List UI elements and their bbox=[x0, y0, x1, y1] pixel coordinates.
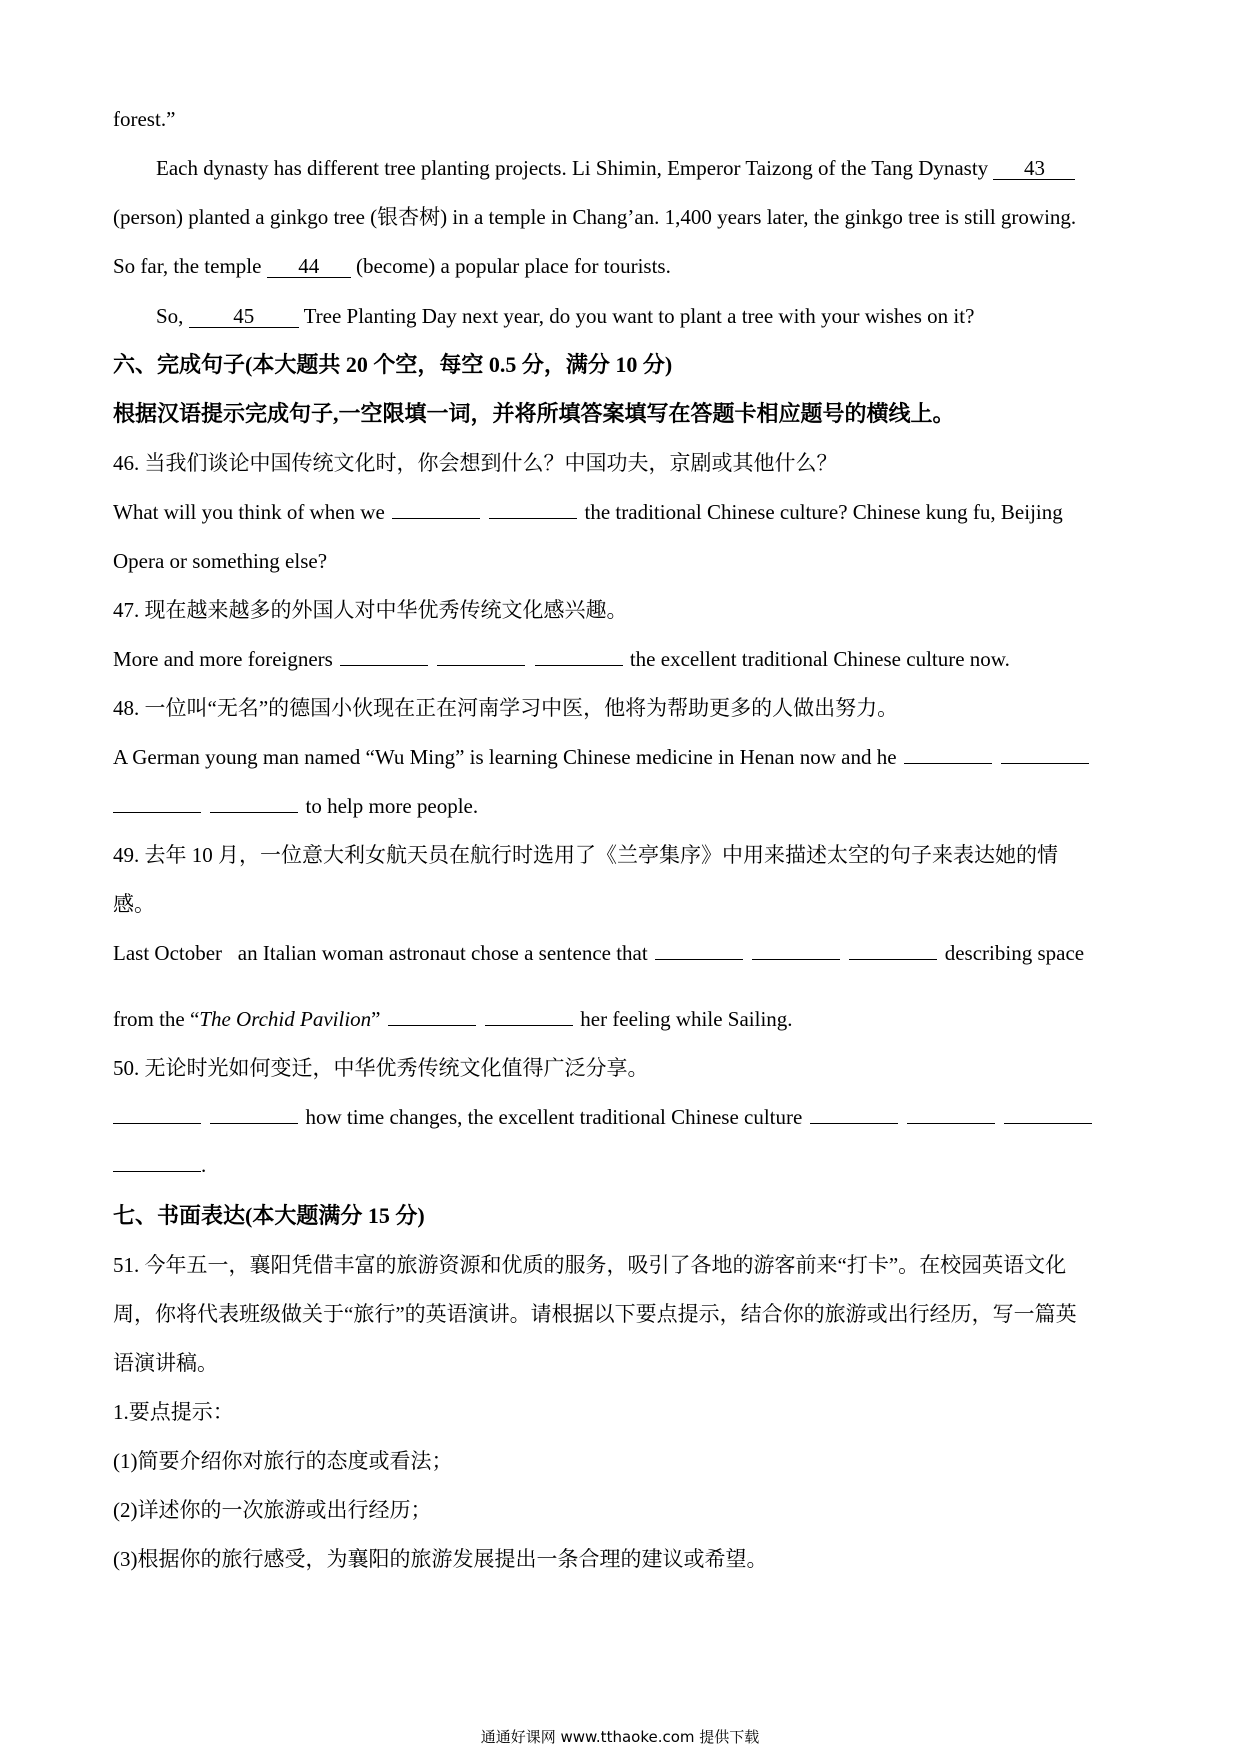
q47-blank-1[interactable] bbox=[340, 645, 428, 666]
q51-line-1: 51. 今年五一，襄阳凭借丰富的旅游资源和优质的服务，吸引了各地的游客前来“打卡”。在校园英语文化 bbox=[113, 1253, 1067, 1277]
answer-blank-44[interactable]: 44 bbox=[267, 255, 351, 278]
q50-end: . bbox=[201, 1153, 207, 1177]
answer-blank-45[interactable]: 45 bbox=[189, 305, 299, 328]
passage-paragraph-1-line-3 bbox=[113, 251, 1130, 281]
tips-title: 1.要点提示： bbox=[113, 1400, 234, 1424]
passage-text: (become) a popular place for tourists. bbox=[355, 254, 671, 278]
q48-english-line-1 bbox=[113, 742, 1130, 772]
q50-blank-6[interactable] bbox=[113, 1151, 201, 1172]
q46-blank-2[interactable] bbox=[489, 498, 577, 519]
q49-blank-1[interactable] bbox=[655, 939, 743, 960]
passage-paragraph-1-line-2: (person) planted a ginkgo tree (银杏树) in a temple in Chang’an. 1,400 years later, the ginkgo tree is still growing. bbox=[113, 205, 1077, 229]
q49-english-line-2 bbox=[113, 1004, 1130, 1034]
tip-2: (2)详述你的一次旅游或出行经历； bbox=[113, 1498, 432, 1522]
passage-text: Each dynasty has different tree planting projects. Li Shimin, Emperor Taizong of the Tang Dynasty bbox=[156, 156, 989, 180]
q46-text: What will you think of when we bbox=[113, 500, 385, 524]
q46-chinese: 46. 当我们谈论中国传统文化时，你会想到什么？中国功夫，京剧或其他什么？ bbox=[113, 451, 838, 475]
passage-paragraph-2 bbox=[156, 301, 1130, 331]
q48-text: to help more people. bbox=[305, 794, 479, 818]
section-7-heading: 七、书面表达(本大题满分 15 分) bbox=[113, 1203, 425, 1228]
q47-text: the excellent traditional Chinese culture now. bbox=[629, 647, 1010, 671]
q49-blank-5[interactable] bbox=[485, 1005, 573, 1026]
q49-title-italic: The Orchid Pavilion bbox=[199, 1007, 372, 1031]
q49-text: from the “ bbox=[113, 1007, 200, 1031]
q50-blank-3[interactable] bbox=[810, 1103, 898, 1124]
tip-1: (1)简要介绍你对旅行的态度或看法； bbox=[113, 1449, 453, 1473]
q49-english-line-1 bbox=[113, 938, 1130, 968]
q49-chinese-line-2: 感。 bbox=[113, 892, 155, 916]
q49-blank-2[interactable] bbox=[752, 939, 840, 960]
q50-blank-5[interactable] bbox=[1004, 1103, 1092, 1124]
passage-text: Tree Planting Day next year, do you want to plant a tree with your wishes on it? bbox=[303, 304, 975, 328]
q48-blank-4[interactable] bbox=[210, 792, 298, 813]
section-6-heading: 六、完成句子(本大题共 20 个空，每空 0.5 分，满分 10 分) bbox=[113, 352, 673, 377]
q49-text: her feeling while Sailing. bbox=[580, 1007, 793, 1031]
q47-text: More and more foreigners bbox=[113, 647, 333, 671]
q48-chinese: 48. 一位叫“无名”的德国小伙现在正在河南学习中医，他将为帮助更多的人做出努力。 bbox=[113, 696, 899, 720]
q46-english-line-1 bbox=[113, 497, 1130, 527]
q47-chinese: 47. 现在越来越多的外国人对中华优秀传统文化感兴趣。 bbox=[113, 598, 628, 622]
q49-blank-4[interactable] bbox=[388, 1005, 476, 1026]
q49-chinese-line-1: 49. 去年 10 月，一位意大利女航天员在航行时选用了《兰亭集序》中用来描述太空的句子来表达她的情 bbox=[113, 843, 1058, 867]
q46-english-line-2: Opera or something else? bbox=[113, 549, 328, 573]
q46-text: the traditional Chinese culture? Chinese kung fu, Beijing bbox=[584, 500, 1063, 524]
q49-text: ” bbox=[371, 1007, 381, 1031]
q49-text: Last October an Italian woman astronaut chose a sentence that bbox=[113, 941, 648, 965]
q51-line-2: 周，你将代表班级做关于“旅行”的英语演讲。请根据以下要点提示，结合你的旅游或出行经历，写一篇英 bbox=[113, 1302, 1077, 1326]
q49-blank-3[interactable] bbox=[849, 939, 937, 960]
passage-paragraph-1-line-1 bbox=[156, 153, 1130, 183]
q50-chinese: 50. 无论时光如何变迁，中华优秀传统文化值得广泛分享。 bbox=[113, 1056, 649, 1080]
q50-english-line-2 bbox=[113, 1150, 1130, 1180]
passage-text: So far, the temple bbox=[113, 254, 262, 278]
q48-blank-1[interactable] bbox=[904, 743, 992, 764]
q50-blank-2[interactable] bbox=[210, 1103, 298, 1124]
section-6-instruction: 根据汉语提示完成句子,一空限填一词，并将所填答案填写在答题卡相应题号的横线上。 bbox=[113, 401, 955, 426]
q48-blank-2[interactable] bbox=[1001, 743, 1089, 764]
q50-blank-1[interactable] bbox=[113, 1103, 201, 1124]
q47-english bbox=[113, 644, 1130, 674]
q50-blank-4[interactable] bbox=[907, 1103, 995, 1124]
passage-text: So, bbox=[156, 304, 184, 328]
q50-english-line-1 bbox=[113, 1102, 1130, 1132]
q48-english-line-2 bbox=[113, 791, 1130, 821]
answer-blank-43[interactable]: 43 bbox=[993, 157, 1075, 180]
page-footer: 通通好课网 www.tthaoke.com 提供下载 bbox=[480, 1728, 760, 1746]
tip-3: (3)根据你的旅行感受，为襄阳的旅游发展提出一条合理的建议或希望。 bbox=[113, 1547, 768, 1571]
q48-blank-3[interactable] bbox=[113, 792, 201, 813]
q48-text: A German young man named “Wu Ming” is learning Chinese medicine in Henan now and he bbox=[113, 745, 897, 769]
q46-blank-1[interactable] bbox=[392, 498, 480, 519]
passage-line-1: forest.” bbox=[113, 107, 176, 131]
q51-line-3: 语演讲稿。 bbox=[113, 1351, 218, 1375]
q47-blank-2[interactable] bbox=[437, 645, 525, 666]
q49-text: describing space bbox=[944, 941, 1085, 965]
q47-blank-3[interactable] bbox=[535, 645, 623, 666]
q50-text: how time changes, the excellent traditional Chinese culture bbox=[305, 1105, 803, 1129]
